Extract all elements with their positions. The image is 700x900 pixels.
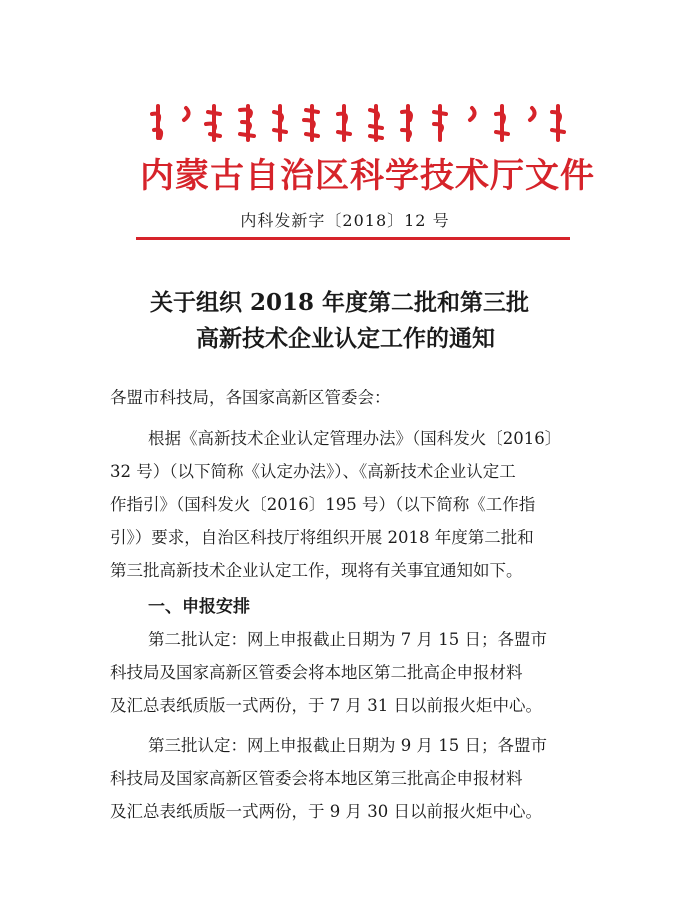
mongolian-script-header-icon — [140, 100, 570, 145]
document-title-line-1: 关于组织 2018 年度第二批和第三批 — [150, 289, 530, 316]
salutation: 各盟市科技局，各国家高新区管委会： — [110, 388, 391, 407]
document-title-line-2: 高新技术企业认定工作的通知 — [196, 325, 495, 352]
paragraph-1-line: 32 号）（以下简称《认定办法》）、《高新技术企业认定工 — [110, 462, 516, 481]
paragraph-2-line: 科技局及国家高新区管委会将本地区第二批高企申报材料 — [110, 663, 523, 682]
paragraph-3-line: 科技局及国家高新区管委会将本地区第三批高企申报材料 — [110, 769, 523, 788]
paragraph-2-line: 第二批认定：网上申报截止日期为 7 月 15 日；各盟市 — [148, 630, 547, 649]
paragraph-1-line: 根据《高新技术企业认定管理办法》（国科发火〔2016〕 — [148, 429, 562, 448]
paragraph-2-line: 及汇总表纸质版一式两份，于 7 月 31 日以前报火炬中心。 — [110, 696, 542, 715]
paragraph-3-line: 第三批认定：网上申报截止日期为 9 月 15 日；各盟市 — [148, 736, 547, 755]
section-heading-application-arrangement: 一、申报安排 — [148, 597, 250, 617]
paragraph-1-line: 第三批高新技术企业认定工作，现将有关事宜通知如下。 — [110, 561, 523, 580]
paragraph-1-line: 引》）要求，自治区科技厅将组织开展 2018 年度第二批和 — [110, 528, 534, 547]
issuing-authority-header: 内蒙古自治区科学技术厅文件 — [140, 156, 595, 196]
document-number: 内科发新字〔2018〕12 号 — [240, 211, 450, 230]
paragraph-3-line: 及汇总表纸质版一式两份，于 9 月 30 日以前报火炬中心。 — [110, 802, 542, 821]
red-header-divider — [136, 237, 570, 240]
paragraph-1-line: 作指引》（国科发火〔2016〕195 号）（以下简称《工作指 — [110, 495, 536, 514]
